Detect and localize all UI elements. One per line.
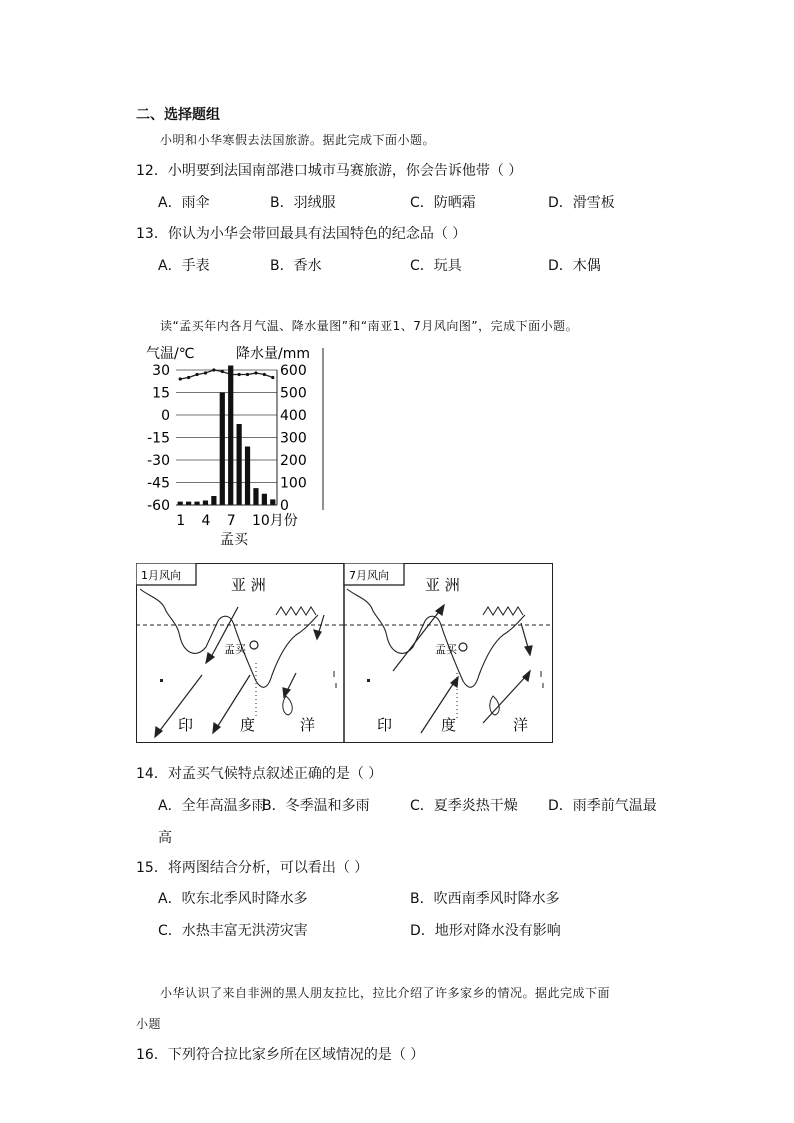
temp-tick-label: -45 bbox=[147, 475, 170, 492]
mountains-jan bbox=[276, 607, 316, 615]
precip-tick-label: 400 bbox=[280, 408, 307, 424]
july-wind-map bbox=[343, 563, 552, 743]
precip-bar bbox=[220, 393, 225, 506]
q12-option-b: B．羽绒服 bbox=[270, 195, 336, 211]
andaman-jul bbox=[541, 671, 543, 688]
temp-tick-label: -60 bbox=[147, 498, 170, 514]
q14-option-a: A．全年高温多雨 bbox=[158, 798, 266, 814]
q14-option-d-wrap: 高 bbox=[158, 830, 172, 846]
continent-label-jan: 亚 洲 bbox=[231, 576, 266, 594]
precip-tick-label: 0 bbox=[280, 498, 289, 514]
map-label-jan: 1月风向 bbox=[141, 569, 181, 582]
q13-option-c: C．玩具 bbox=[410, 258, 462, 274]
ocean-label-yin-jan: 印 bbox=[178, 716, 194, 734]
question-14-stem: 14．对孟买气候特点叙述正确的是（ ） bbox=[136, 766, 383, 782]
coastline-jul bbox=[347, 589, 525, 687]
temp-tick-label: -15 bbox=[147, 430, 170, 447]
q15-option-b: B．吹西南季风时降水多 bbox=[410, 891, 560, 907]
mumbai-marker-jan bbox=[250, 641, 258, 649]
q13-option-a: A．手表 bbox=[158, 258, 210, 274]
q14-option-b: B．冬季温和多雨 bbox=[262, 798, 370, 814]
temp-point bbox=[254, 371, 257, 374]
temperature-line bbox=[180, 370, 273, 379]
intro-text-1: 小明和小华寒假去法国旅游。据此完成下面小题。 bbox=[160, 133, 436, 147]
andaman-jan bbox=[334, 671, 336, 688]
q12-option-c: C．防晒霜 bbox=[410, 195, 476, 211]
q14-option-c: C．夏季炎热干燥 bbox=[410, 798, 518, 814]
temp-point bbox=[204, 371, 207, 374]
city-label-jan: 孟买 bbox=[224, 643, 246, 656]
ocean-label-yang-jan: 洋 bbox=[300, 716, 316, 734]
temp-point bbox=[187, 376, 190, 379]
q12-option-d: D．滑雪板 bbox=[548, 195, 615, 211]
islet-jul bbox=[367, 679, 370, 682]
continent-label-jul: 亚 洲 bbox=[425, 576, 460, 594]
ocean-label-du-jan: 度 bbox=[240, 716, 256, 734]
temp-point bbox=[179, 377, 182, 380]
precip-axis-label: 降水量/mm bbox=[236, 346, 310, 362]
precip-tick-label: 300 bbox=[280, 430, 307, 447]
precip-bar bbox=[178, 502, 183, 505]
precip-bar bbox=[194, 502, 199, 505]
temp-point bbox=[195, 373, 198, 376]
precip-tick-label: 500 bbox=[280, 385, 307, 402]
wind-arrowhead bbox=[523, 671, 530, 681]
q12-option-a: A．雨伞 bbox=[158, 195, 210, 211]
ocean-label-du-jul: 度 bbox=[441, 716, 457, 734]
temp-point bbox=[271, 376, 274, 379]
wind-arrowhead bbox=[314, 630, 321, 639]
chart-title: 孟买 bbox=[220, 532, 248, 548]
temp-point bbox=[238, 373, 241, 376]
precip-bar bbox=[203, 501, 208, 506]
wind-arrowhead bbox=[283, 688, 290, 697]
q13-option-d: D．木偶 bbox=[548, 258, 601, 274]
ocean-label-yin-jul: 印 bbox=[377, 716, 393, 734]
intro-text-3: 小华认识了来自非洲的黑人朋友拉比，拉比介绍了许多家乡的情况。据此完成下面 bbox=[160, 986, 611, 1000]
coastline-jan bbox=[140, 589, 318, 687]
temp-tick-label: -30 bbox=[147, 453, 170, 469]
temp-point bbox=[263, 373, 266, 376]
city-label-jul: 孟买 bbox=[435, 643, 457, 656]
precip-tick-label: 600 bbox=[280, 363, 307, 379]
temp-point bbox=[212, 368, 215, 371]
precip-bar bbox=[262, 494, 267, 505]
temp-tick-label: 15 bbox=[152, 385, 170, 402]
precip-bar bbox=[211, 496, 216, 505]
temp-tick-label: 30 bbox=[152, 363, 170, 379]
month-tick-label: 4 bbox=[201, 513, 211, 529]
climate-chart bbox=[136, 340, 336, 552]
question-16-stem: 16．下列符合拉比家乡所在区域情况的是（ ） bbox=[136, 1047, 425, 1063]
precip-bar bbox=[253, 488, 258, 505]
precip-bar bbox=[237, 424, 242, 505]
intro-text-2: 读“孟买年内各月气温、降水量图”和“南亚1、7月风向图”，完成下面小题。 bbox=[160, 319, 579, 333]
month-tick-label: 10月份 bbox=[251, 513, 298, 529]
intro-text-3-wrap: 小题 bbox=[136, 1017, 162, 1031]
temp-point bbox=[221, 370, 224, 373]
q14-option-d: D．雨季前气温最 bbox=[548, 798, 657, 814]
q13-option-b: B．香水 bbox=[270, 258, 322, 274]
temp-axis-label: 气温/℃ bbox=[146, 346, 195, 362]
map-label-jul: 7月风向 bbox=[349, 569, 389, 582]
q15-option-d: D．地形对降水没有影响 bbox=[410, 923, 561, 939]
question-12-stem: 12．小明要到法国南部港口城市马赛旅游，你会告诉他带（ ） bbox=[136, 163, 523, 179]
question-15-stem: 15．将两图结合分析，可以看出（ ） bbox=[136, 860, 369, 876]
month-tick-label: 7 bbox=[226, 513, 236, 529]
temp-point bbox=[229, 373, 232, 376]
mountains-jul bbox=[483, 607, 523, 615]
precip-bar bbox=[186, 502, 191, 505]
wind-arrowhead bbox=[525, 646, 532, 655]
island-jul bbox=[490, 696, 499, 715]
precip-bar bbox=[228, 366, 233, 506]
month-tick-label: 1 bbox=[176, 513, 186, 529]
section-title: 二、选择题组 bbox=[136, 107, 220, 123]
temp-point bbox=[246, 373, 249, 376]
january-wind-map bbox=[136, 563, 345, 743]
precip-bar bbox=[270, 499, 275, 505]
wind-arrow bbox=[393, 609, 441, 671]
q15-option-a: A．吹东北季风时降水多 bbox=[158, 891, 308, 907]
islet-jan bbox=[160, 679, 163, 682]
mumbai-marker-jul bbox=[459, 643, 467, 651]
q15-option-c: C．水热丰富无洪涝灾害 bbox=[158, 923, 308, 939]
temp-tick-label: 0 bbox=[161, 408, 170, 424]
question-13-stem: 13．你认为小华会带回最具有法国特色的纪念品（ ） bbox=[136, 226, 467, 242]
precip-bar bbox=[245, 447, 250, 506]
ocean-label-yang-jul: 洋 bbox=[513, 716, 529, 734]
precip-tick-label: 100 bbox=[280, 475, 307, 492]
island-jan bbox=[283, 696, 292, 715]
precip-tick-label: 200 bbox=[280, 453, 307, 469]
